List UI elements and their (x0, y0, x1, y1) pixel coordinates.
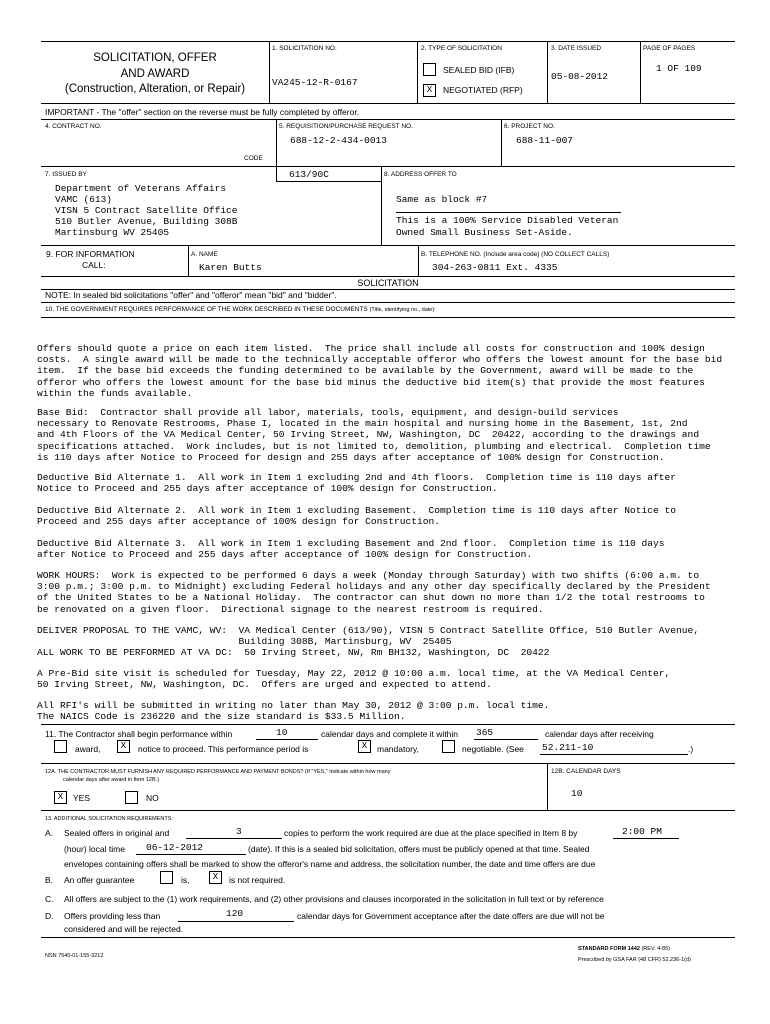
notice-to-proceed-label: notice to proceed. This performance period is (138, 744, 309, 754)
bonds-no-label: NO (146, 793, 159, 803)
bonds-yes-label: YES (73, 793, 91, 803)
item13a-text: (date). If this is a sealed bid solicitation, offers must be publicly opened at that time. Sealed (248, 844, 590, 854)
issued-by-address (55, 183, 237, 238)
row-divider (547, 763, 548, 810)
page-of-pages: 1 OF 109 (656, 63, 702, 74)
guarantee-not-required-label: is not required. (229, 875, 286, 885)
divider (41, 317, 735, 318)
complete-days[interactable]: 365 (476, 727, 494, 738)
copies-underline (186, 838, 282, 839)
address-line: 510 Butler Avenue, Building 308B (55, 216, 238, 227)
form-number (578, 946, 670, 952)
item13-letter: B. (45, 875, 54, 885)
project-no-label: 6. PROJECT NO. (504, 123, 555, 130)
row-divider (276, 119, 277, 166)
mandatory-checkbox[interactable]: X (358, 740, 371, 753)
form-top-border (41, 41, 735, 42)
negotiated-checkbox[interactable]: X (423, 84, 436, 97)
award-label: award, (75, 744, 101, 754)
description-paragraph: A Pre-Bid site visit is scheduled for Tuesday, May 22, 2012 @ 10:00 a.m. local time, at the VA Medical Center, 50 Irving Street, NW, Washington, DC. Offers are urged and expected to attend. (37, 668, 671, 691)
item13a-text: copies to perform the work required are due at the place specified in Item 8 by (284, 828, 578, 838)
item13d-text: considered and will be rejected. (64, 924, 184, 934)
contact-name-label: A. NAME (191, 251, 218, 258)
page-of-pages-label: PAGE OF PAGES (643, 45, 696, 52)
description-paragraph: DELIVER PROPOSAL TO THE VAMC, WV: VA Medical Center (613/90), VISN 5 Contract Satellite Office, 510 Butler Avenue, Building 308B, Martinsburg, WV 25405 ALL WORK TO BE PERFORMED AT VA DC: 50 Irving Street, NW, Rm BH132, Washington, DC 20422 (37, 625, 700, 659)
item13-letter: A. (45, 828, 54, 838)
description-paragraph: Offers should quote a price on each item listed. The price shall include all costs for construction and 100% design costs. A single award will be made to the technically acceptable offeror who offers the lowest amount for the base bid item. If the base bid exceeds the funding determined to be available by the Government, award will be made to the offeror who offers the lowest amount for the base bid minus the deductive bid item(s) that provide the most features within the funds available. (37, 343, 723, 399)
item10-label-text: 10. THE GOVERNMENT REQUIRES PERFORMANCE OF THE WORK DESCRIBED IN THESE DOCUMENTS (45, 306, 368, 313)
address-offer-line: This is a 100% Service Disabled Veteran (396, 215, 619, 226)
description-paragraph: Base Bid: Contractor shall provide all labor, materials, tools, equipment, and design-build services necessary to Renovate Restrooms, Phase I, located in the main hospital and nursing home in the Basement, 1st, 2nd and 4th Floors of the VA Medical Center, 50 Irving Street, NW, Washington, DC 20422, according to the drawings and specifications attached. Work includes, but is not limited to, demolition, plumbing and electrical. Completion time is 110 days after Notice to Proceed for design and 255 days after acceptance of 100% design for Construction. (37, 407, 711, 463)
divider (41, 245, 735, 246)
divider (41, 763, 735, 764)
sealed-bid-checkbox[interactable] (423, 63, 436, 76)
header-divider (547, 41, 548, 103)
description-paragraph: Deductive Bid Alternate 3. All work in Item 1 excluding Basement and 2nd floor. Completion time is 110 days after Notice to Proceed and 255 days after acceptance of 100% design for Construction. (37, 538, 665, 561)
item10-hint: (Title, identifying no., date): (369, 307, 436, 313)
header-divider (417, 41, 418, 103)
date-issued: 05-08-2012 (551, 71, 609, 82)
due-time[interactable]: 2:00 PM (622, 826, 662, 837)
guarantee-is-label: is, (181, 875, 190, 885)
row-divider (418, 245, 419, 276)
divider (41, 276, 735, 277)
see-reference: 52.211-10 (542, 742, 594, 753)
item13d-text: calendar days for Government acceptance after the date offers are due will not be (297, 911, 605, 921)
bonds-no-checkbox[interactable] (125, 791, 138, 804)
guarantee-not-required-checkbox[interactable]: X (209, 871, 222, 884)
address-line: VAMC (613) (55, 194, 113, 205)
info-call-label: 9. FOR INFORMATION (46, 249, 135, 259)
calendar-days[interactable]: 10 (571, 788, 583, 799)
date-underline (136, 854, 246, 855)
contract-no-label: 4. CONTRACT NO. (45, 123, 102, 130)
description-paragraph: Deductive Bid Alternate 1. All work in Item 1 excluding 2nd and 4th floors. Completion time is 110 days after Notice to Proceed and 255 days after acceptance of 100% design for Construction. (37, 472, 677, 495)
item13c-text: All offers are subject to the (1) work requirements, and (2) other provisions and clauses incorporated in the solicitation in full text or by reference (64, 894, 604, 904)
acceptance-days-underline (178, 921, 294, 922)
row-divider (188, 245, 189, 276)
item13d-text: Offers providing less than (64, 911, 161, 921)
guarantee-is-checkbox[interactable] (160, 871, 173, 884)
time-underline (613, 838, 679, 839)
address-offer-label: 8. ADDRESS OFFER TO (384, 171, 457, 178)
issued-by-label: 7. ISSUED BY (45, 171, 87, 178)
requisition-label: 5. REQUISITION/PURCHASE REQUEST NO. (279, 123, 413, 130)
solicitation-type-label: 2. TYPE OF SOLICITATION (421, 45, 502, 52)
bonds-label: 12A. THE CONTRACTOR MUST FURNISH ANY REQUIRED PERFORMANCE AND PAYMENT BONDS? (If "YES," indicate within how many (45, 769, 391, 775)
project-no: 688-11-007 (516, 135, 574, 146)
nsn-number: NSN 7540-01-155-3212 (45, 953, 104, 959)
telephone: 304-263-0811 Ext. 4335 (432, 262, 558, 273)
item11-text: calendar days after receiving (545, 729, 654, 739)
issued-by-code: 613/90C (289, 169, 329, 180)
item10-label (45, 306, 436, 313)
item13a-text: envelopes containing offers shall be marked to show the offeror's name and address, the solicitation number, the date and time offers are due (64, 859, 596, 869)
row-divider (381, 166, 382, 245)
divider (41, 724, 735, 725)
form-revision: (REV. 4-85) (641, 946, 670, 952)
description-paragraph: All RFI's will be submitted in writing no later than May 30, 2012 @ 3:00 p.m. local time. The NAICS Code is 236220 and the size standard is $33.5 Million. (37, 700, 550, 723)
form-title-line: SOLICITATION, OFFER (93, 52, 217, 64)
copies[interactable]: 3 (236, 826, 242, 837)
solicitation-no: VA245-12-R-0167 (272, 77, 358, 88)
form-title-line: AND AWARD (120, 67, 190, 80)
code-box-divider (276, 166, 277, 181)
code-label: CODE (244, 155, 263, 162)
address-line: Department of Veterans Affairs (55, 183, 227, 194)
divider (41, 810, 735, 811)
divider (41, 119, 735, 120)
solicitation-heading: SOLICITATION (357, 278, 419, 288)
see-reference-close: .) (688, 744, 694, 754)
acceptance-days[interactable]: 120 (226, 908, 244, 919)
divider (41, 302, 735, 303)
item13a-text: (hour) local time (64, 844, 125, 854)
item11-underline (256, 739, 318, 740)
due-date[interactable]: 06-12-2012 (146, 842, 204, 853)
item13-letter: D. (45, 911, 54, 921)
prescribed-by: Prescribed by GSA FAR (48 CFR) 52.236-1(d) (578, 957, 691, 963)
negotiable-checkbox[interactable] (442, 740, 455, 753)
header-divider (269, 41, 270, 103)
mandatory-label: mandatory, (377, 744, 419, 754)
address-offer-line: Owned Small Business Set-Aside. (396, 227, 573, 238)
form-number-name: STANDARD FORM 1442 (578, 946, 640, 952)
item13a-text: Sealed offers in original and (64, 828, 170, 838)
header-divider (640, 41, 641, 103)
contact-name: Karen Butts (199, 262, 262, 273)
additional-requirements-label: 13. ADDITIONAL SOLICITATION REQUIREMENTS: (45, 816, 173, 822)
calendar-days-label: 12B. CALENDAR DAYS (551, 768, 621, 775)
item13-letter: C. (45, 894, 54, 904)
award-checkbox[interactable] (54, 740, 67, 753)
item13b-text: An offer guarantee (64, 875, 135, 885)
important-note: IMPORTANT - The "offer" section on the reverse must be fully completed by offeror. (45, 107, 360, 117)
code-box-bottom (276, 181, 381, 182)
description-paragraph: Deductive Bid Alternate 2. All work in Item 1 excluding Basement. Completion time is 110 days after Notice to Proceed and 255 days after acceptance of 100% design for Construction. (37, 505, 677, 528)
form-bottom-border (41, 937, 735, 938)
divider (41, 103, 735, 104)
address-line: Martinsburg WV 25405 (55, 227, 170, 238)
address-offer-line: Same as block #7 (396, 194, 488, 205)
date-issued-label: 3. DATE ISSUED (551, 45, 602, 52)
sealed-bid-note: NOTE: In sealed bid solicitations "offer" and "offeror" mean "bid" and "bidder". (45, 290, 337, 300)
requisition-no: 688-12-2-434-0013 (290, 135, 387, 146)
info-call-label: CALL: (82, 260, 106, 270)
telephone-label: B. TELEPHONE NO. (Include area code) (NO COLLECT CALLS) (421, 251, 610, 258)
item11-underline (474, 739, 538, 740)
divider (41, 166, 735, 167)
address-line: VISN 5 Contract Satellite Office (55, 205, 238, 216)
form-title (41, 51, 269, 98)
negotiable-label: negotiable. (See (462, 744, 524, 754)
see-reference-underline (540, 754, 688, 755)
address-separator (396, 212, 621, 213)
begin-days[interactable]: 10 (276, 727, 288, 738)
notice-to-proceed-checkbox[interactable]: X (117, 740, 130, 753)
item11-text: calendar days and complete it within (321, 729, 459, 739)
form-title-line: (Construction, Alteration, or Repair) (64, 83, 246, 95)
sealed-bid-label: SEALED BID (IFB) (443, 65, 515, 75)
negotiated-label: NEGOTIATED (RFP) (443, 85, 523, 95)
item11-text: 11. The Contractor shall begin performance within (45, 729, 233, 739)
description-paragraph: WORK HOURS: Work is expected to be performed 6 days a week (Monday through Saturday) with two shifts (6:00 a.m. to 3:00 p.m.; 3:00 p.m. to Midnight) excluding Federal holidays and any other day specifically declared by the President of the United States to be a National Holiday. The contractor can shut down no more than 1/2 the total restrooms to be renovated on a given floor. Directional signage to the nearest restroom is required. (37, 570, 711, 615)
solicitation-no-label: 1. SOLICITATION NO. (272, 45, 337, 52)
row-divider (501, 119, 502, 166)
bonds-label: calendar days after award in Item 12B.) (63, 777, 159, 783)
bonds-yes-checkbox[interactable]: X (54, 791, 67, 804)
